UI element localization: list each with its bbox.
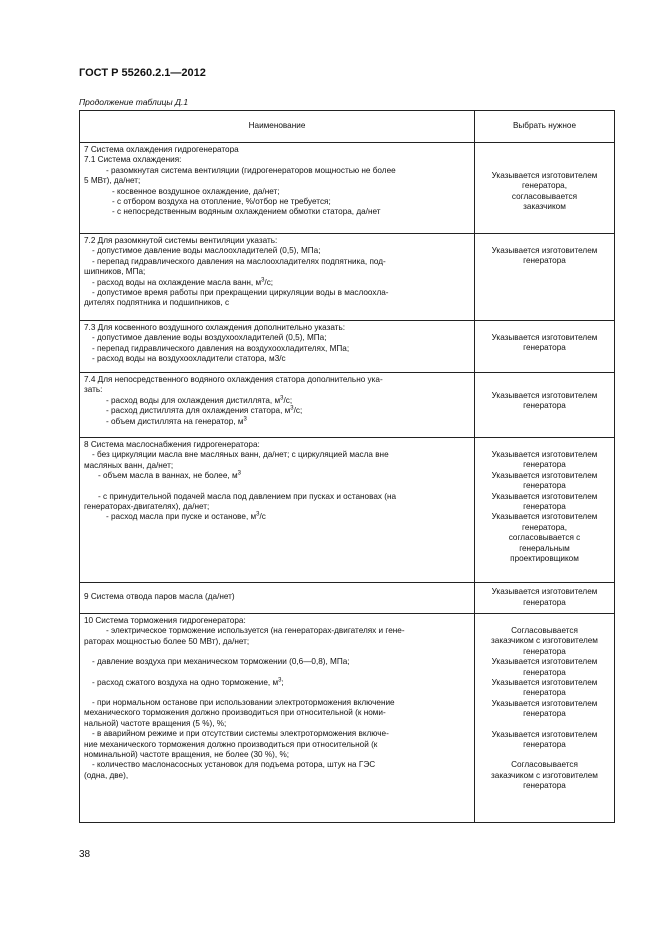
row-item-text: - расход дистиллята для охлаждения статора, м (106, 406, 291, 416)
row-title: 9 Система отвода паров масла (да/нет) (84, 592, 235, 602)
row-item: - допустимое время работы при прекращении циркуляции воды в маслоохла- (92, 288, 389, 298)
superscript: 3 (280, 395, 284, 402)
choice-text: Указывается изготовителем (491, 587, 598, 597)
column-header-name: Наименование (80, 111, 475, 143)
row-item (84, 406, 470, 416)
row-item-text: /с; (264, 277, 274, 287)
row-item-text: - расход воды на охлаждение масла ванн, м (92, 277, 262, 287)
row-subtitle: 7.1 Система охлаждения: (84, 155, 182, 165)
row-item-text: - расход воды для охлаждения дистиллята, м (106, 395, 281, 405)
choice-text: Указывается изготовителем (491, 333, 598, 342)
table-caption: Продолжение таблицы Д.1 (79, 97, 189, 107)
choice-text: генератора (523, 481, 566, 491)
choice-text: Указывается изготовителем (491, 450, 598, 459)
row-item (84, 678, 470, 688)
choice-text: генератора, (522, 181, 567, 191)
table-row (80, 143, 615, 234)
choice-text: заказчиком (523, 202, 566, 212)
choice-text: Указывается изготовителем (491, 171, 598, 180)
choice-text: согласовывается (511, 191, 578, 201)
table-header-row (80, 111, 615, 143)
row-item: - допустимое давление воды маслоохладителей (0,5), МПа; (92, 246, 321, 256)
row-item: - с отбором воздуха на отопление, %/отбор не требуется; (112, 197, 331, 207)
row-name-cell (80, 438, 475, 583)
row-item (84, 512, 470, 522)
table-row (80, 583, 615, 614)
superscript: 3 (278, 676, 282, 683)
choice-text: Указывается изготовителем (491, 491, 598, 501)
row-item (84, 417, 470, 427)
table-row (80, 438, 615, 583)
row-item: - с принудительной подачей масла под давлением при пусках и остановах (на (98, 491, 397, 501)
row-item-text: - объем масла в ваннах, не более, м (98, 471, 238, 481)
row-item-text: - расход масла при пуске и останове, м (106, 512, 257, 522)
document-code: ГОСТ Р 55260.2.1—2012 (79, 67, 206, 79)
row-item-text: - объем дистиллята на генератор, м (106, 416, 244, 426)
row-item: - допустимое давление воды воздухоохладителей (0,5), МПа; (92, 333, 327, 343)
table-row (80, 373, 615, 438)
row-title: 7.4 Для непосредственного водяного охлаждения статора дополнительно ука- (84, 375, 383, 384)
choice-text: генератора (523, 460, 566, 470)
superscript: 3 (256, 511, 260, 518)
choice-text: согласовывается с (508, 533, 581, 543)
row-name-cell (80, 583, 475, 614)
row-item-cont: масляных ванн, да/нет; (84, 460, 174, 470)
row-item: - без циркуляции масла вне масляных ванн, да/нет; с циркуляцией масла вне (92, 450, 389, 460)
row-item: - давление воздуха при механическом торможении (0,6—0,8), МПа; (92, 657, 350, 667)
choice-text: генератора (523, 401, 566, 411)
row-item: - количество маслонасосных установок для подъема ротора, штук на ГЭС (92, 760, 376, 770)
row-item-text: /с (259, 512, 266, 522)
choice-text: заказчиком с изготовителем (491, 770, 598, 780)
row-name-cell (80, 321, 475, 373)
row-name-cell (80, 373, 475, 438)
table-row (80, 614, 615, 823)
row-title: 10 Система торможения гидрогенератора: (84, 616, 246, 625)
choice-text: генератора (523, 343, 566, 353)
row-item: - с непосредственным водяным охлаждением обмотки статора, да/нет (112, 207, 381, 217)
row-name-cell (80, 143, 475, 234)
choice-text: Указывается изготовителем (491, 512, 598, 522)
choice-text: Указывается изготовителем (491, 729, 598, 739)
superscript: 3 (243, 415, 247, 422)
row-item: - перепад гидравлического давления на воздухоохладителях, МПа; (92, 343, 350, 353)
row-choice-cell (475, 583, 615, 614)
row-item-cont: дителях подпятника и подшипников, с (84, 298, 230, 308)
row-item: - в аварийном режиме и при отсутствии системы электроторможения включе- (92, 729, 389, 739)
row-item: - перепад гидравлического давления на маслоохладителях подпятника, под- (92, 256, 386, 266)
row-item (84, 471, 470, 481)
page-number: 38 (79, 849, 91, 860)
row-choice-cell (475, 614, 615, 823)
row-item: - электрическое торможение используется (на генераторах-двигателях и гене- (106, 626, 405, 636)
row-item: - расход воды на воздухоохладители статора, м3/с (92, 354, 286, 364)
row-item-cont: механического торможения должно производиться при относительной (к номи- (84, 708, 386, 718)
row-item-text: ; (281, 677, 284, 687)
row-item-cont: раторах мощностью более 50 МВт), да/нет; (84, 636, 250, 646)
row-item-text: - расход сжатого воздуха на одно торможение, м (92, 677, 279, 687)
row-choice-cell (475, 373, 615, 438)
choice-text: генеральным (519, 543, 570, 553)
choice-text: генератора (523, 597, 566, 607)
choice-text: Указывается изготовителем (491, 698, 598, 708)
row-item-text: /с; (293, 406, 303, 416)
row-item: - косвенное воздушное охлаждение, да/нет; (112, 186, 280, 196)
choice-text: Указывается изготовителем (491, 678, 598, 688)
choice-text: генератора (523, 688, 566, 698)
row-choice-cell (475, 234, 615, 321)
choice-text: Согласовывается (511, 626, 578, 635)
row-title: 7.2 Для разомкнутой системы вентиляции указать: (84, 236, 278, 245)
choice-text: Согласовывается (511, 760, 578, 770)
row-name-cell (80, 234, 475, 321)
superscript: 3 (261, 276, 265, 283)
superscript: 3 (290, 405, 294, 412)
row-item-cont: номинальной) частоте вращения, не более (30 %), %; (84, 750, 289, 760)
row-title: 7.3 Для косвенного воздушного охлаждения дополнительно указать: (84, 323, 346, 332)
row-item-cont: нальной) частоте вращения (5 %), %; (84, 718, 227, 728)
choice-text: генератора (523, 740, 566, 750)
row-name-cell (80, 614, 475, 823)
choice-text: заказчиком с изготовителем (491, 636, 598, 646)
choice-text: генератора (523, 502, 566, 512)
row-title: 8 Система маслоснабжения гидрогенератора: (84, 440, 260, 449)
row-item-cont: шипников, МПа; (84, 267, 146, 277)
choice-text: генератора (523, 781, 566, 791)
row-item-cont: 5 МВт), да/нет; (84, 176, 141, 186)
row-title: 7 Система охлаждения гидрогенератора (84, 145, 239, 154)
row-item-text: /с; (283, 395, 293, 405)
row-item-cont: ние механического торможения должно производиться при относительной (к (84, 739, 378, 749)
row-title-cont: зать: (84, 385, 103, 395)
choice-text: Указывается изготовителем (491, 246, 598, 255)
choice-text: проектировщиком (510, 554, 579, 564)
choice-text: Указывается изготовителем (491, 470, 598, 480)
choice-text: генератора, (522, 522, 567, 532)
choice-text: генератора (523, 256, 566, 266)
row-item-cont: (одна, две), (84, 770, 129, 780)
table-row (80, 321, 615, 373)
row-item (84, 396, 470, 406)
row-choice-cell (475, 143, 615, 234)
row-choice-cell (475, 438, 615, 583)
row-choice-cell (475, 321, 615, 373)
column-header-choice: Выбрать нужное (475, 111, 615, 143)
row-item-cont: генераторах-двигателях), да/нет; (84, 502, 210, 512)
choice-text: генератора (523, 709, 566, 719)
row-item: - при нормальном останове при использовании электроторможения включение (92, 698, 395, 708)
row-item: - разомкнутая система вентиляции (гидрогенераторов мощностью не более (106, 165, 396, 175)
superscript: 3 (237, 470, 241, 477)
choice-text: Указывается изготовителем (491, 391, 598, 400)
table-row (80, 234, 615, 321)
specification-table (79, 110, 615, 823)
choice-text: генератора (523, 667, 566, 677)
row-item (84, 278, 470, 288)
choice-text: генератора (523, 646, 566, 656)
choice-text: Указывается изготовителем (491, 657, 598, 667)
